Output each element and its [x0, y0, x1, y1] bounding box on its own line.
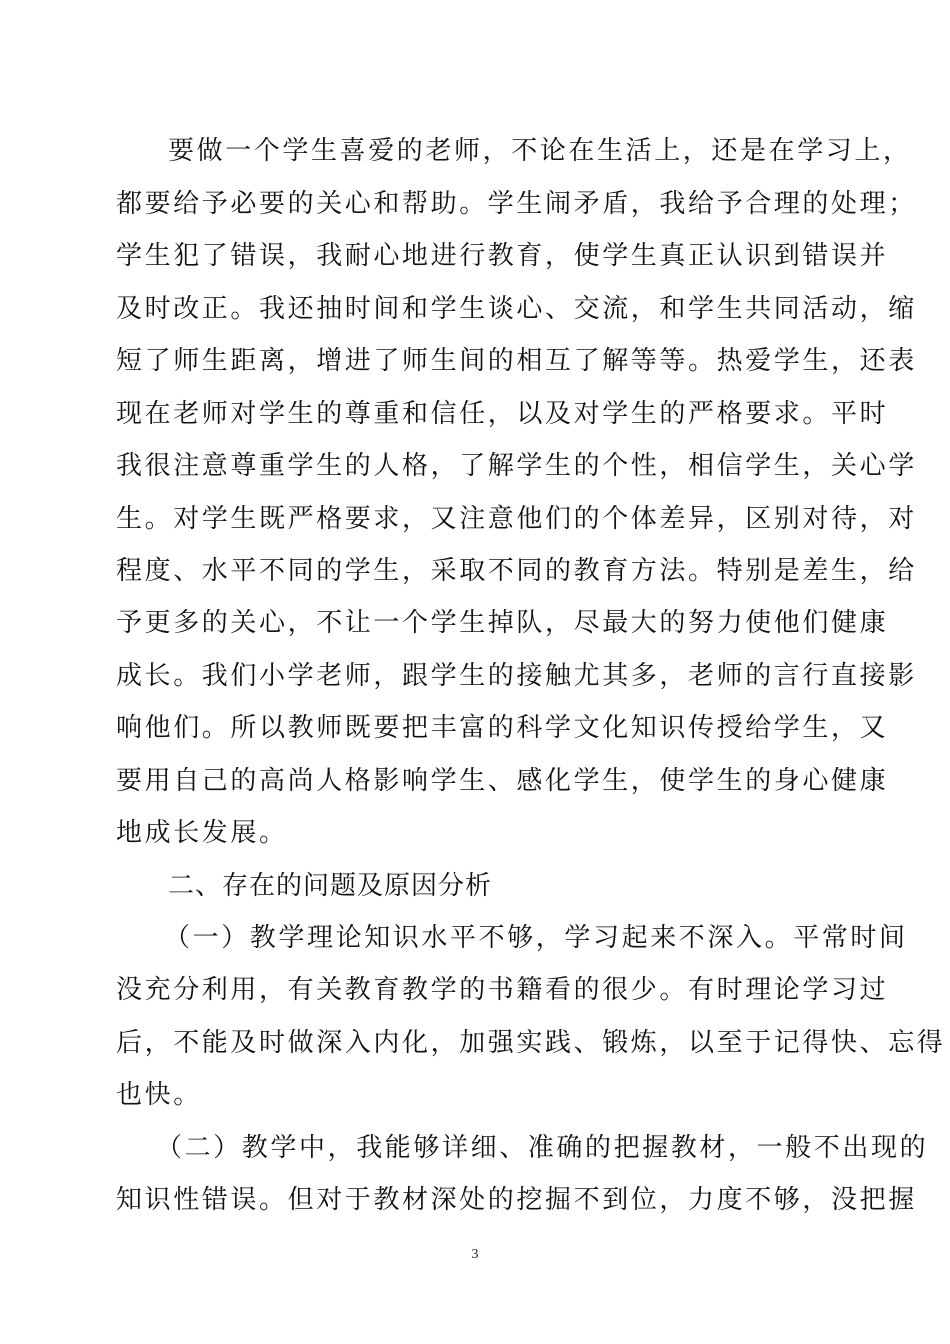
paragraph-line: 我很注意尊重学生的人格，了解学生的个性，相信学生，关心学 — [116, 451, 917, 481]
paragraph-line: 都要给予必要的关心和帮助。学生闹矛盾，我给予合理的处理； — [116, 189, 917, 219]
paragraph-line: 知识性错误。但对于教材深处的挖掘不到位，力度不够，没把握 — [116, 1185, 917, 1215]
paragraph-line: 短了师生距离，增进了师生间的相互了解等等。热爱学生，还表 — [116, 346, 917, 376]
paragraph-line: 予更多的关心，不让一个学生掉队，尽最大的努力使他们健康 — [116, 608, 889, 638]
paragraph-line: 也快。 — [116, 1080, 202, 1110]
paragraph-line: 现在老师对学生的尊重和信任，以及对学生的严格要求。平时 — [116, 399, 889, 429]
paragraph-line: 程度、水平不同的学生，采取不同的教育方法。特别是差生，给 — [116, 556, 917, 586]
page-number: 3 — [471, 1247, 479, 1262]
paragraph-line: 要做一个学生喜爱的老师，不论在生活上，还是在学习上， — [168, 136, 912, 166]
paragraph-line: 没充分利用，有关教育教学的书籍看的很少。有时理论学习过 — [116, 975, 889, 1005]
paragraph-line: 成长。我们小学老师，跟学生的接触尤其多，老师的言行直接影 — [116, 661, 917, 691]
paragraph-line: 要用自己的高尚人格影响学生、感化学生，使学生的身心健康 — [116, 766, 889, 796]
paragraph-line: 响他们。所以教师既要把丰富的科学文化知识传授给学生，又 — [116, 713, 889, 743]
paragraph-line: （二）教学中，我能够详细、准确的把握教材，一般不出现的 — [156, 1133, 929, 1163]
paragraph-line: （一）教学理论知识水平不够，学习起来不深入。平常时间 — [164, 923, 908, 953]
paragraph-line: 及时改正。我还抽时间和学生谈心、交流，和学生共同活动，缩 — [116, 294, 917, 324]
paragraph-line: 生。对学生既严格要求，又注意他们的个体差异，区别对待，对 — [116, 504, 917, 534]
paragraph-line: 学生犯了错误，我耐心地进行教育，使学生真正认识到错误并 — [116, 241, 889, 271]
section-heading: 二、存在的问题及原因分析 — [168, 871, 493, 901]
paragraph-line: 后，不能及时做深入内化，加强实践、锻炼，以至于记得快、忘得 — [116, 1028, 946, 1058]
paragraph-line: 地成长发展。 — [116, 818, 288, 848]
